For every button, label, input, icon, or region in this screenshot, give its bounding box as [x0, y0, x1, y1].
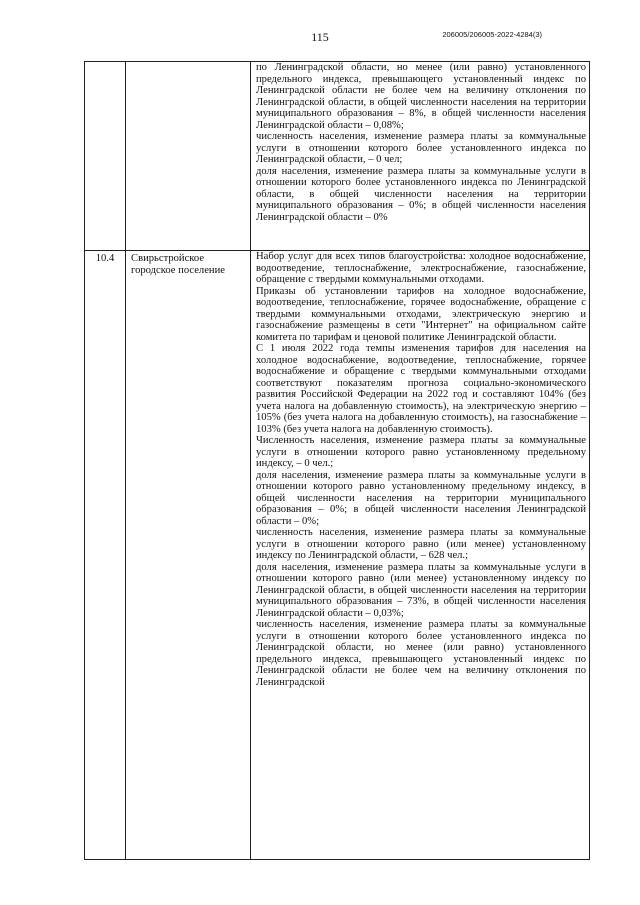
paragraph: численность населения, изменение размера платы за коммунальные услуги в отношении которого более установленного индекса по Ленинградской области, – 0 чел; [256, 131, 586, 165]
paragraph: по Ленинградской области, но менее (или равно) установленного предельного индекса, превышающего установленный индекс по Ленинградской области не более чем на величину отклонения по Ленинградской области, в общей численности населения на территории муниципального образования – 8%, в общей численности населения Ленинградской области – 0,08%; [256, 62, 586, 131]
paragraph: доля населения, изменение размера платы за коммунальные услуги в отношении которого равно установленному предельному индексу, в общей численности населения на территории муниципального образования – 0%; в общей численности населения Ленинградской области – 0%; [256, 469, 586, 527]
row-text-cell [251, 251, 590, 860]
row-name-cell: Свирьстройское городское поселение [126, 251, 251, 860]
row-number-cell: 10.4 [85, 251, 126, 860]
table-row-continued [85, 62, 590, 251]
paragraph: С 1 июля 2022 года темпы изменения тарифов для населения на холодное водоснабжение, водоотведение, теплоснабжение, горячее водоснабжение и обращение с твердыми коммунальными отходами соответствуют показателям прогноза социально-экономического развития Российской Федерации на 2022 год и составляют 104% (без учета налога на добавленную стоимость), на электрическую энергию – 105% (без учета налога на добавленную стоимость), на газоснабжение – 103% (без учета налога на добавленную стоимость). [256, 343, 586, 435]
document-code: 206005/206005-2022-4284(3) [442, 30, 542, 39]
row-number-cell [85, 62, 126, 251]
table-row-10-4 [85, 251, 590, 860]
row-name-cell [126, 62, 251, 251]
data-table [84, 61, 590, 860]
row-text-cell [251, 62, 590, 251]
paragraph: Набор услуг для всех типов благоустройства: холодное водоснабжение, водоотведение, теплоснабжение, электроснабжение, газоснабжение, обращение с твердыми коммунальными отходами. [256, 251, 586, 285]
page-number: 115 [311, 30, 329, 44]
paragraph: доля населения, изменение размера платы за коммунальные услуги в отношении которого равно (или менее) установленному индексу по Ленинградской области, в общей численности населения на территории муниципального образования – 73%, в общей численности населения Ленинградской области – 0,03%; [256, 561, 586, 619]
paragraph: численность населения, изменение размера платы за коммунальные услуги в отношении которого более установленного индекса по Ленинградской области, но менее (или равно) установленного предельного индекса, превышающего установленный индекс по Ленинградской области не более чем на величину отклонения по Ленинградской [256, 619, 586, 688]
paragraph: доля населения, изменение размера платы за коммунальные услуги в отношении которого более установленного индекса по Ленинградской области, в общей численности населения на территории муниципального образования – 0%; в общей численности населения Ленинградской области – 0% [256, 165, 586, 223]
paragraph: численность населения, изменение размера платы за коммунальные услуги в отношении которого равно (или менее) установленному индексу по Ленинградской области, – 628 чел.; [256, 527, 586, 561]
paragraph: Численность населения, изменение размера платы за коммунальные услуги в отношении которого равно установленному предельному индексу, – 0 чел.; [256, 435, 586, 469]
paragraph: Приказы об установлении тарифов на холодное водоснабжение, водоотведение, теплоснабжение, горячее водоснабжение, обращение с твердыми коммунальными отходами, электрическую энергию и газоснабжение размещены в сети "Интернет" на официальном сайте комитета по тарифам и ценовой политике Ленинградской области. [256, 285, 586, 343]
